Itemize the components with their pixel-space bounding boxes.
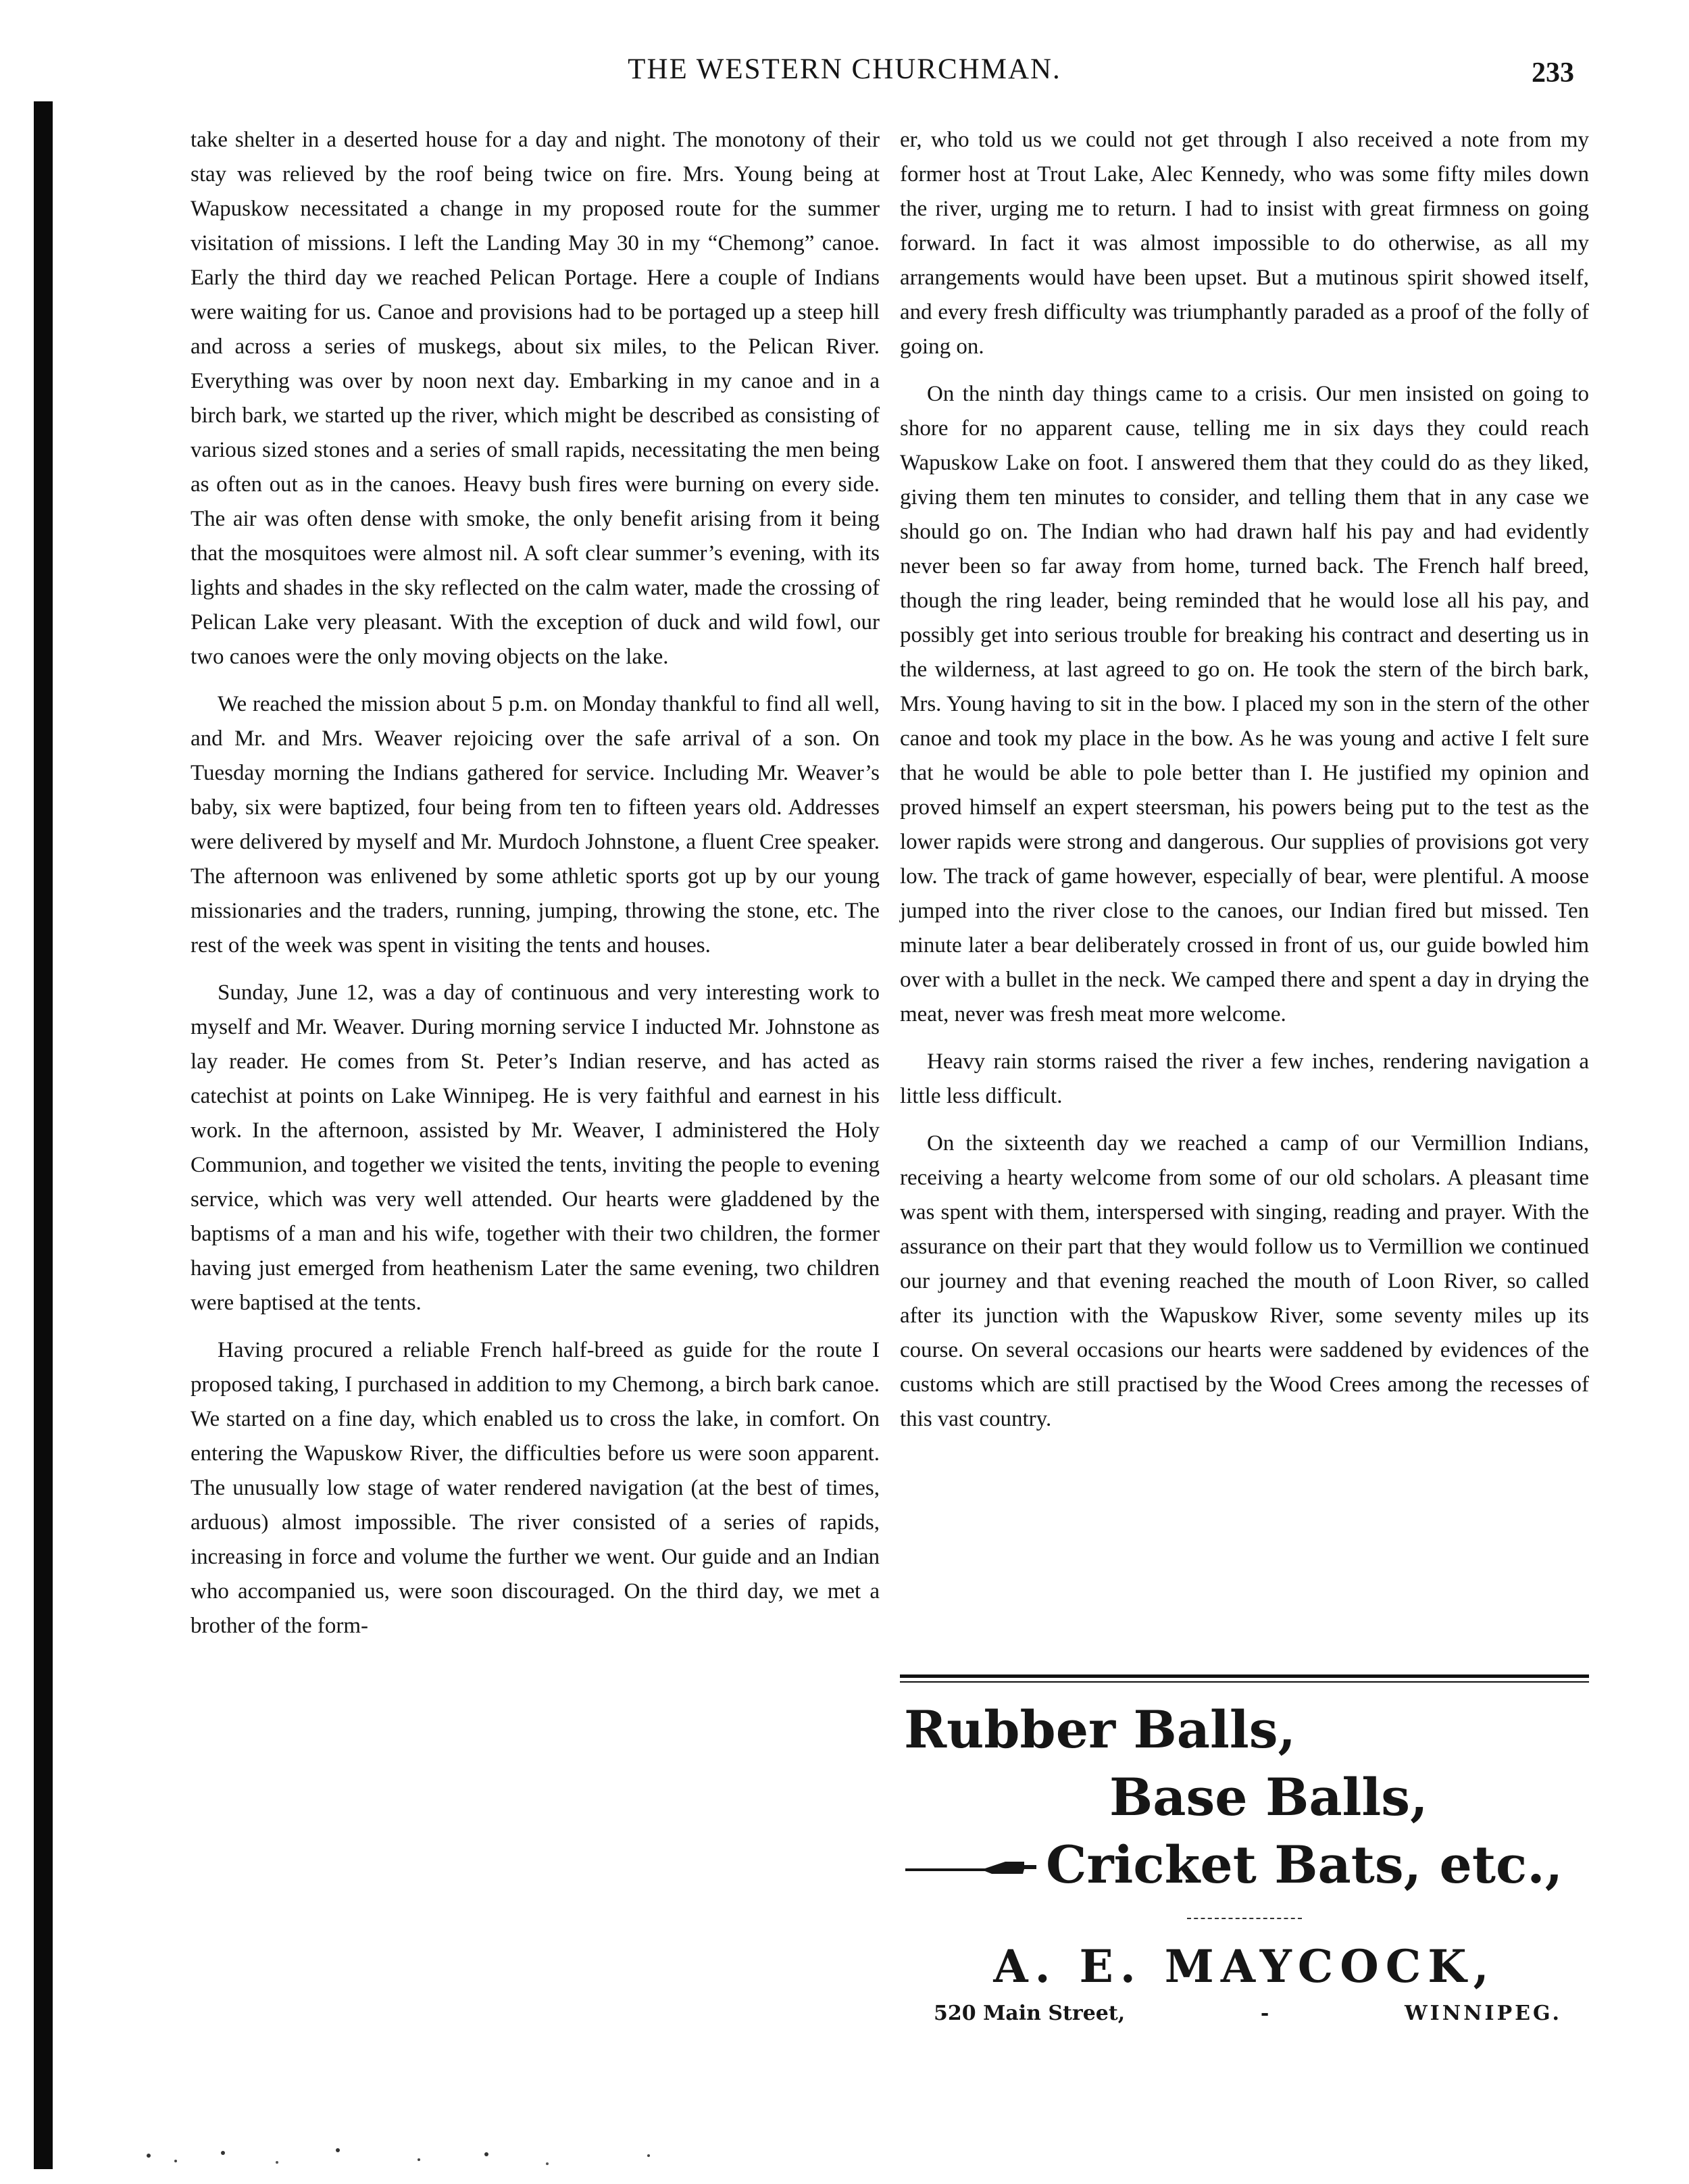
ad-line-rubber-balls: Rubber Balls, bbox=[904, 1699, 1296, 1760]
ad-top-rule bbox=[900, 1674, 1589, 1683]
running-title: THE WESTERN CHURCHMAN. bbox=[628, 53, 1061, 85]
paragraph: Heavy rain storms raised the river a few inches, rendering navigation a little less difficult. bbox=[900, 1049, 1589, 1108]
paragraph: We reached the mission about 5 p.m. on Monday thankful to find all well, and Mr. and Mrs. Weaver rejoicing over the safe arrival of a son. On Tuesday morning the Indians gathered for service. Including Mr. Weaver’s baby, six were baptized, four being from ten to fifteen years old. Addresses were delivered by myself and Mr. Murdoch Johnstone, a fluent Cree speaker. The afternoon was enlivened by some athletic sports got up by our young missionaries and the traders, running, jumping, throwing the stone, etc. The rest of the week was spent in visiting the tents and houses. bbox=[191, 692, 880, 958]
paragraph: er, who told us we could not get through I also received a note from my former host at Trout Lake, Alec Kennedy, who was some fifty miles down the river, urging me to return. I had to insist with great firmness on going forward. In fact it was almost impossible to do otherwise, as all my arrangements would have been upset. But a mutinous spirit showed itself, and every fresh difficulty was triumphantly paraded as a proof of the folly of going on. bbox=[900, 128, 1589, 359]
pointing-hand-icon bbox=[904, 1854, 1039, 1877]
paragraph: On the ninth day things came to a crisis. Our men insisted on going to shore for no apparent cause, telling me in six days they could reach Wapuskow Lake on foot. I answered them that they could do as they liked, giving them ten minutes to consider, and telling them that in any case we should go on. The Indian who had drawn half his pay and had evidently never been so far away from home, turned back. The French half breed, though the ring leader, being reminded that he would lose all his pay, and possibly get into serious trouble for breaking his contract and deserting us in the wilderness, at last agreed to go on. He took the stern of the birch bark, Mrs. Young having to sit in the bow. I placed my son in the stern of the other canoe and took my place in the bow. As he was young and active I felt sure that he would be able to pole better than I. He justified my opinion and proved himself an expert steersman, his powers being put to the test as the lower rapids were strong and dangerous. Our supplies of provisions got very low. The track of game however, especially of bear, were plentiful. A moose jumped into the river close to the canoes, our Indian fired but missed. Ten minute later a bear deliberately crossed in front of us, our guide bowled him over with a bullet in the neck. We camped there and spent a day in drying the meat, never was fresh meat more welcome. bbox=[900, 382, 1589, 1026]
right-column bbox=[900, 123, 1589, 1449]
left-column bbox=[191, 123, 880, 1656]
paragraph: Sunday, June 12, was a day of continuous and very interesting work to myself and Mr. Weaver. During morning service I inducted Mr. Johnstone as lay reader. He comes from St. Peter’s Indian reserve, and has acted as catechist at points on Lake Winnipeg. He is very faithful and earnest in his work. In the afternoon, assisted by Mr. Weaver, I administered the Holy Communion, and together we visited the tents, inviting the people to evening service, which was very well attended. Our hearts were gladdened by the baptisms of a man and his wife, together with their two children, the former having just emerged from heathenism Later the same evening, two children were baptised at the tents. bbox=[191, 981, 880, 1315]
paragraph: On the sixteenth day we reached a camp of our Vermillion Indians, receiving a hearty welcome from some of our old scholars. A pleasant time was spent with them, interspersed with singing, reading and prayer. With the assurance on their part that they would follow us to Vermillion we continued our journey and that evening reached the mouth of Loon River, so called after its junction with the Wapuskow River, some seventy miles up its course. On several occasions our hearts were saddened by evidences of the customs which are still practised by the Wood Crees among the recesses of this vast country. bbox=[900, 1131, 1589, 1431]
ad-merchant-name: A. E. MAYCOCK, bbox=[993, 1940, 1496, 1993]
ad-dash: - bbox=[1260, 2002, 1269, 2025]
ad-address-line bbox=[900, 2002, 1589, 2025]
ad-separator bbox=[1187, 1918, 1302, 1919]
page-number: 233 bbox=[1532, 57, 1574, 89]
paragraph: take shelter in a deserted house for a day and night. The monotony of their stay was relieved by the roof being twice on fire. Mrs. Young being at Wapuskow necessitated a change in my proposed route for the summer visitation of missions. I left the Landing May 30 in my “Chemong” canoe. Early the third day we reached Pelican Portage. Here a couple of Indians were waiting for us. Canoe and provisions had to be portaged up a steep hill and across a series of muskegs, about six miles, to the Pelican River. Everything was over by noon next day. Embarking in my canoe and in a birch bark, we started up the river, which might be described as consisting of various sized stones and a series of small rapids, necessitating the men being as often out as in the canoes. Heavy bush fires were burning on every side. The air was often dense with smoke, the only benefit arising from it being that the mosquitoes were almost nil. A soft clear summer’s evening, with its lights and shades in the sky reflected on the calm water, made the crossing of Pelican Lake very pleasant. With the exception of duck and wild fowl, our two canoes were the only moving objects on the lake. bbox=[191, 128, 880, 669]
ad-city: WINNIPEG. bbox=[1404, 2002, 1562, 2025]
page-header bbox=[0, 53, 1689, 100]
ad-street: 520 Main Street, bbox=[934, 2002, 1126, 2025]
advertisement bbox=[900, 1674, 1589, 2053]
ad-cricket-text: Cricket Bats, etc., bbox=[1046, 1835, 1563, 1895]
binding-edge bbox=[34, 101, 53, 2169]
ad-line-base-balls: Base Balls, bbox=[1109, 1767, 1428, 1827]
ad-line-cricket-bats bbox=[904, 1831, 1589, 1899]
paragraph: Having procured a reliable French half-breed as guide for the route I proposed taking, I purchased in addition to my Chemong, a birch bark canoe. We started on a fine day, which enabled us to cross the lake, in comfort. On entering the Wapuskow River, the difficulties before us were soon apparent. The unusually low stage of water rendered navigation (at the best of times, arduous) almost impossible. The river consisted of a series of rapids, increasing in force and volume the further we went. Our guide and an Indian who accompanied us, were soon discouraged. On the third day, we met a brother of the form- bbox=[191, 1338, 880, 1638]
print-specks bbox=[135, 2135, 743, 2176]
